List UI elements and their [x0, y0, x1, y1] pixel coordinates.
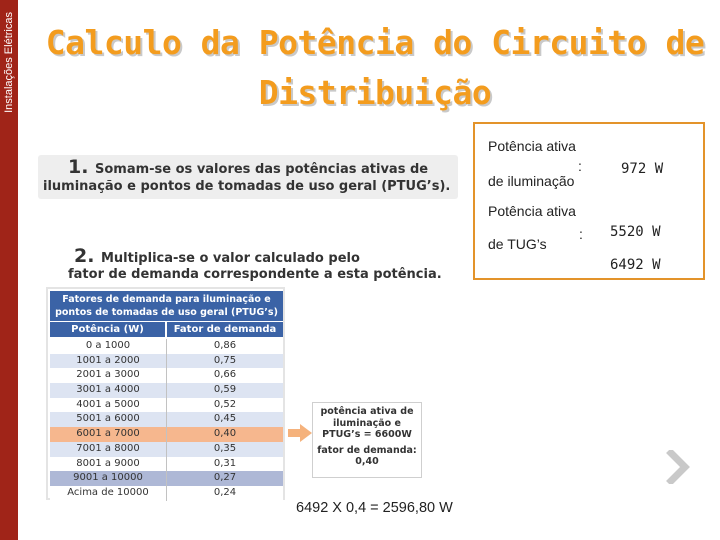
table-cell-power: 4001 a 5000 [50, 398, 167, 413]
table-cell-power: 6001 a 7000 [50, 427, 167, 442]
calculation-callout [312, 402, 422, 478]
table-row [50, 486, 283, 501]
step2-line2: fator de demanda correspondente a esta potência. [68, 267, 442, 282]
table-row [50, 368, 283, 383]
table-cell-factor: 0,27 [213, 472, 237, 484]
table-cell-factor: 0,52 [213, 398, 237, 410]
tug-label-2: de TUG’s [488, 236, 547, 252]
table-row [50, 412, 283, 427]
page-title-line1: Calculo da Potência do Circuito de [45, 23, 705, 62]
callout-line4: fator de demanda: [317, 444, 417, 456]
page-title-line2: Distribuição [258, 73, 492, 112]
table-cell-factor: 0,66 [213, 369, 237, 381]
result-formula: 6492 X 0,4 = 2596,80 W [296, 500, 453, 516]
table-header-power: Potência (W) [50, 322, 165, 337]
step1-line2: iluminação e pontos de tomadas de uso geral (PTUG’s). [43, 179, 451, 194]
table-cell-power: 1001 a 2000 [50, 354, 167, 369]
chevron-right-icon[interactable] [665, 450, 691, 484]
table-row [50, 442, 283, 457]
table-cell-factor: 0,31 [213, 457, 237, 469]
table-row [50, 354, 283, 369]
table-title [50, 291, 283, 321]
ilum-label-1: Potência ativa [488, 138, 576, 154]
step2-box [45, 245, 442, 287]
table-row [50, 339, 283, 354]
ilum-colon: : [578, 158, 582, 174]
table-cell-power: 3001 a 4000 [50, 383, 167, 398]
table-cell-power: 7001 a 8000 [50, 442, 167, 457]
step1-number: 1. [68, 156, 89, 178]
table-body [50, 339, 283, 501]
step1-box [38, 155, 458, 199]
callout-line3: PTUG’s = 6600W [322, 429, 412, 440]
total-value: 6492 W [610, 257, 661, 273]
table-cell-power: Acima de 10000 [50, 486, 167, 501]
table-row [50, 383, 283, 398]
arrow-right-icon [288, 424, 312, 442]
step2-number: 2. [74, 245, 95, 267]
table-cell-power: 0 a 1000 [50, 339, 167, 354]
table-cell-factor: 0,86 [213, 340, 237, 351]
callout-line1: potência ativa de [320, 406, 414, 417]
sidebar-label-text: Instalações Elétricas [3, 12, 15, 113]
table-cell-power: 9001 a 10000 [50, 471, 167, 486]
table-cell-factor: 0,35 [213, 442, 237, 454]
tug-colon: : [579, 226, 583, 242]
table-cell-power: 8001 a 9000 [50, 457, 167, 472]
table-cell-power: 5001 a 6000 [50, 412, 167, 427]
table-cell-factor: 0,40 [213, 428, 237, 440]
table-row [50, 471, 283, 486]
table-cell-factor: 0,45 [213, 413, 237, 425]
table-row [50, 457, 283, 472]
table-cell-factor: 0,75 [213, 354, 237, 366]
demand-factor-table [46, 287, 285, 500]
table-header-factor: Fator de demanda [167, 322, 283, 337]
step1-text1: Somam-se os valores das potências ativas de [94, 162, 429, 177]
table-row [50, 427, 283, 442]
step2-text1: Multiplica-se o valor calculado pelo [100, 251, 360, 266]
tug-label-1: Potência ativa [488, 203, 576, 219]
table-cell-power: 2001 a 3000 [50, 368, 167, 383]
power-summary-box [473, 122, 705, 280]
page-title [40, 18, 710, 118]
sidebar-label [0, 0, 18, 125]
ilum-label-2: de iluminação [488, 173, 575, 189]
table-cell-factor: 0,24 [213, 486, 237, 498]
table-cell-factor: 0,59 [213, 384, 237, 396]
step1-line1 [68, 158, 428, 179]
callout-line2: iluminação e [333, 417, 401, 429]
table-title-line2: pontos de tomadas de uso geral (PTUG’s) [55, 307, 278, 318]
tug-value: 5520 W [610, 224, 661, 240]
table-row [50, 398, 283, 413]
ilum-value: 972 W [621, 161, 664, 177]
table-title-line1: Fatores de demanda para iluminação e [62, 294, 271, 305]
table-header-row [50, 322, 283, 337]
callout-line5: 0,40 [355, 456, 379, 467]
